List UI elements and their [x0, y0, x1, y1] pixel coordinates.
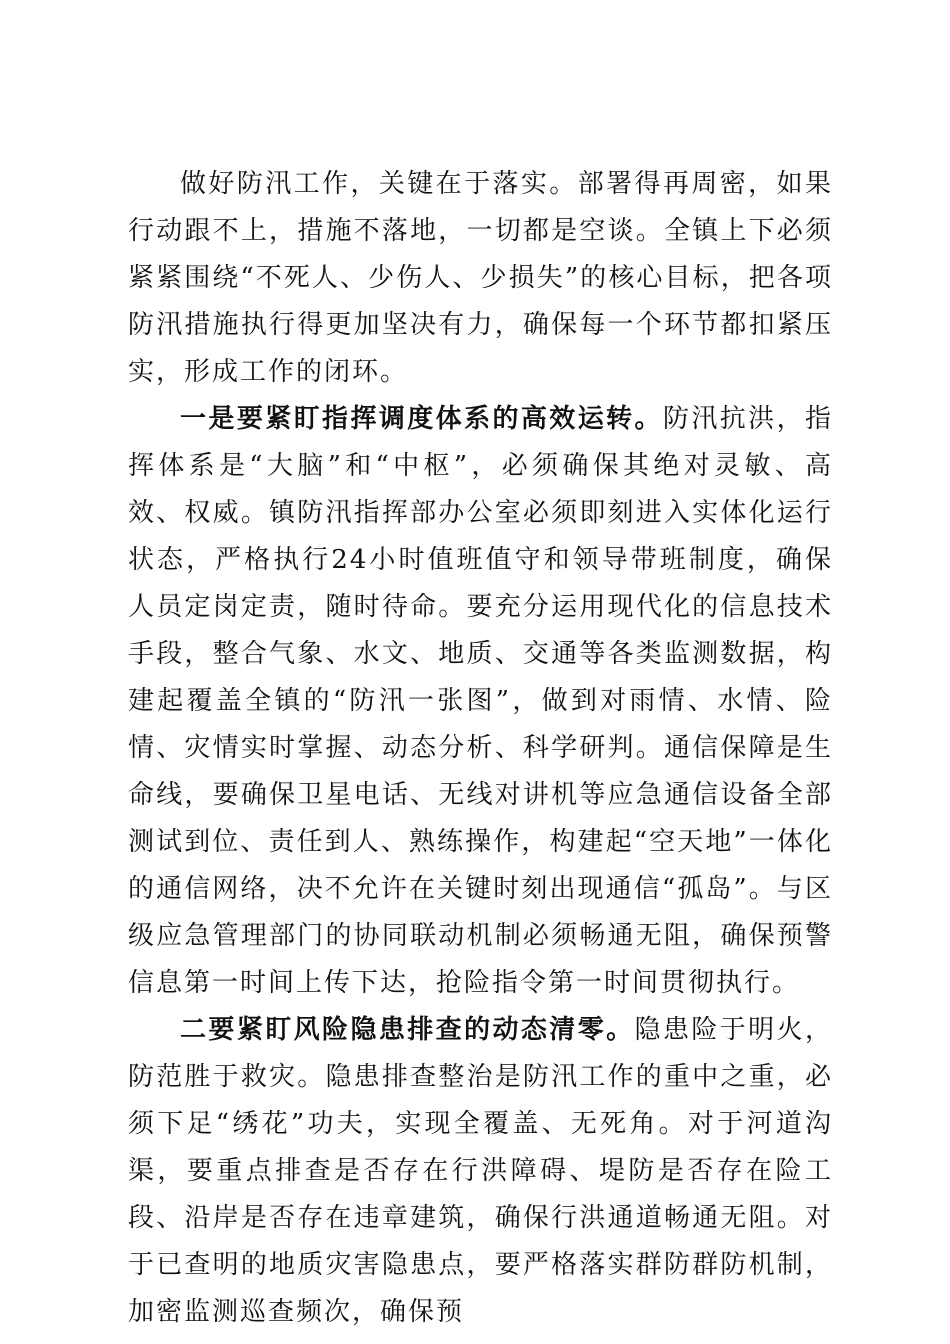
paragraph-risk-inspection — [128, 1007, 833, 1336]
document-body — [128, 161, 833, 1336]
paragraph-lead: 一是要紧盯指挥调度体系的高效运转。 — [180, 404, 663, 434]
paragraph-lead: 二要紧盯风险隐患排查的动态清零。 — [180, 1015, 635, 1045]
paragraph-text: 做好防汛工作，关键在于落实。部署得再周密，如果行动跟不上，措施不落地，一切都是空谈。全镇上下必须紧紧围绕“不死人、少伤人、少损失”的核心目标，把各项防汛措施执行得更加坚决有力，确保每一个环节都扣紧压实，形成工作的闭环。 — [128, 169, 833, 387]
paragraph-text: 防汛抗洪，指挥体系是“大脑”和“中枢”，必须确保其绝对灵敏、高效、权威。镇防汛指挥部办公室必须即刻进入实体化运行状态，严格执行24小时值班值守和领导带班制度，确保人员定岗定责，随时待命。要充分运用现代化的信息技术手段，整合气象、水文、地质、交通等各类监测数据，构建起覆盖全镇的“防汛一张图”，做到对雨情、水情、险情、灾情实时掌握、动态分析、科学研判。通信保障是生命线，要确保卫星电话、无线对讲机等应急通信设备全部测试到位、责任到人、熟练操作，构建起“空天地”一体化的通信网络，决不允许在关键时刻出现通信“孤岛”。与区级应急管理部门的协同联动机制必须畅通无阻，确保预警信息第一时间上传下达，抢险指令第一时间贯彻执行。 — [128, 404, 833, 998]
paragraph-command-system — [128, 396, 833, 1007]
paragraph-text: 隐患险于明火，防范胜于救灾。隐患排查整治是防汛工作的重中之重，必须下足“绣花”功夫，实现全覆盖、无死角。对于河道沟渠，要重点排查是否存在行洪障碍、堤防是否存在险工段、沿岸是否存在违章建筑，确保行洪通道畅通无阻。对于已查明的地质灾害隐患点，要严格落实群防群防机制，加密监测巡查频次，确保预 — [128, 1015, 833, 1327]
paragraph-intro — [128, 161, 833, 396]
